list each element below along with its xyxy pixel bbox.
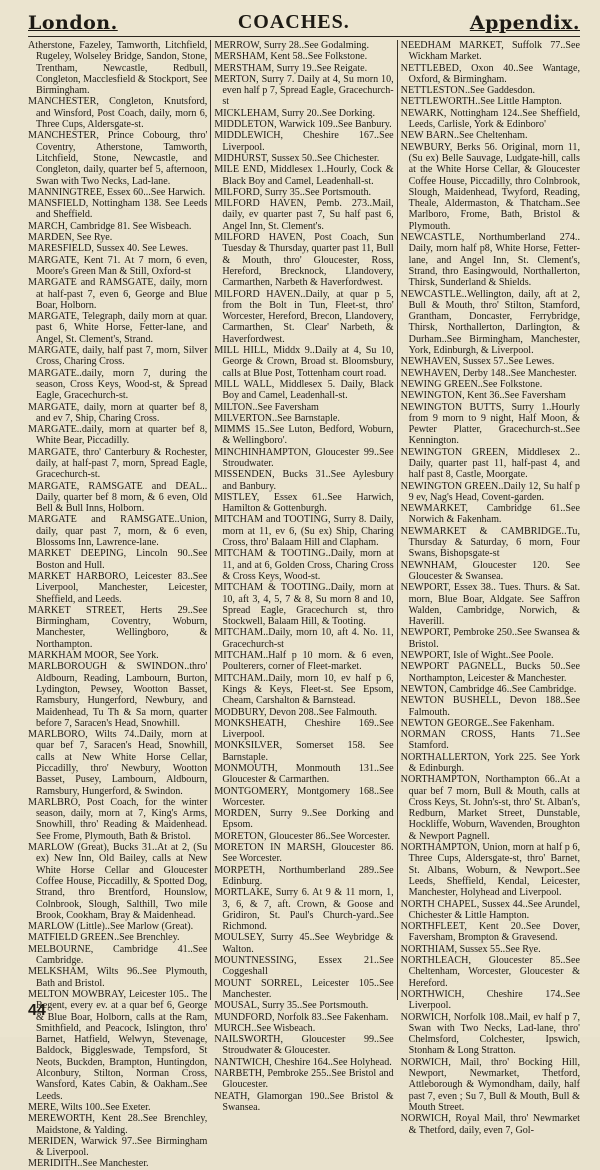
directory-entry: NETTLEWORTH..See Little Hampton. [400, 96, 562, 108]
directory-entry: NORWICH, Royal Mail, thro' Newmarket & Thetford, daily, even 7, Gol- [400, 1113, 580, 1136]
directory-entry: MELBOURNE, Cambridge 41..See Cambridge. [28, 943, 208, 967]
directory-entry: NEW BARN..See Cheltenham. [400, 130, 528, 142]
directory-entry: MILL WALL, Middlesex 5. Daily, Black Boy and Camel, Leadenhall-st. [214, 378, 394, 402]
directory-entry: MORETON, Gloucester 86..See Worcester. [214, 830, 391, 842]
directory-entry: MARKET DEEPING, Lincoln 90..See Boston and Hull. [28, 548, 208, 571]
directory-entry: NEWBURY, Berks 56. Original, morn 11, (Su ex) Belle Sauvage, Ludgate-hill, calls at the White Horse Cellar, & Gloucester Coffee House, Piccadilly, thro Colnbrook, Slough, Maidenhead, Twyford, Reading, Theale, Aldermaston, & Thatcham..See Marlboro, Frome, Bath, Bristol & Plymouth. [400, 141, 580, 232]
directory-entry: MERIDITH..See Manchester. [28, 1158, 149, 1170]
text-columns [28, 40, 580, 1170]
directory-entry: MILE END, Middlesex 1..Hourly, Cock & Black Boy and Camel, Leadenhall-st. [214, 164, 394, 187]
directory-entry: NANTWICH, Cheshire 164..See Holyhead. [214, 1056, 392, 1068]
directory-entry: MARLBOROUGH & SWINDON..thro' Aldbourn, Reading, Lambourn, Burton, Lydington, Pewsey, Wootton Basset, Ramsbury, Hungerford, Newbury, and Maidenhead, Tu Th & Sa morn, quarter before 7, Saracen's Head, Snowhill. [28, 661, 208, 729]
directory-entry: MITCHAM..Daily, morn 10, ev half p 6, Kings & Keys, Fleet-st. See Epsom, Cheam, Carshalton & Barnstead. [214, 672, 394, 707]
directory-entry: NEATH, Glamorgan 190..See Bristol & Swansea. [214, 1090, 394, 1113]
directory-entry: NEWINGTON, Kent 36..See Faversham [400, 390, 566, 402]
directory-entry: NARBETH, Pembroke 255..See Bristol and Gloucester. [214, 1068, 394, 1091]
directory-entry: MILFORD HAVEN, Post Coach, Sun Tuesday & Thursday, quarter past 11, Bull & Mouth, thro' Gloucester, Ross, Hereford, Brecknock, Llandovery, Carmarthen, Narbeth & Haverfordwest. [214, 232, 394, 289]
directory-entry: MANCHESTER, Congleton, Knutsford, and Winsford, Post Coach, daily, morn 6, Three Cups, Aldersgate-st. [28, 96, 208, 131]
directory-entry: MORETON IN MARSH, Gloucester 86. See Worcester. [214, 842, 394, 865]
directory-entry: MONKSILVER, Somerset 158. See Barnstaple. [214, 740, 394, 763]
directory-entry: NORTHLEACH, Gloucester 85..See Cheltenham, Worcester, Gloucester & Hereford. [400, 955, 580, 989]
directory-entry: MIDDLEWICH, Cheshire 167..See Liverpool. [214, 130, 394, 153]
directory-entry: MARLOW (Great), Bucks 31..At at 2, (Su ex) New Inn, Old Bailey, calls at New White Horse Cellar and Gloucester Coffee House, Piccadilly, & Spotted Dog, Strand, thro Brentford, Hounslow, Colnbrook, Slough, Salthill, Two mile Brook, Cookham, Bray & Maidenhead. [28, 842, 208, 921]
directory-entry: MIDDLETON, Warwick 109..See Banbury. [214, 119, 392, 131]
directory-entry: NEWINGTON BUTTS, Surry 1..Hourly from 9 morn to 9 night, Half Moon, & Pewter Platter, Gracechurch-st..See Kennington. [400, 401, 580, 447]
directory-entry: MILL HILL, Middx 9..Daily at 4, Su 10, George & Crown, Broad st. Bloomsbury, calls at Blue Post, Tottenham court road. [214, 345, 394, 379]
directory-entry: MURCH..See Wisbeach. [214, 1022, 316, 1034]
directory-entry: MONKSHEATH, Cheshire 169..See Liverpool. [214, 717, 394, 741]
directory-entry: MORDEN, Surry 9..See Dorking and Epsom. [214, 808, 394, 831]
directory-entry: MIMMS 15..See Luton, Bedford, Woburn, & Wellingboro'. [214, 424, 394, 447]
directory-entry: MILFORD HAVEN..Daily, at quar p 5, from the Bolt in Tun, Fleet-st, thro' Worcester, Hereford, Brecon, Llandovery, Carmarthen, St. Clear' Narbeth, & Haverfordwest. [214, 288, 394, 345]
directory-entry: MEREWORTH, Kent 28..See Brenchley, Maidstone, & Yalding. [28, 1113, 208, 1136]
directory-entry: MARCH, Cambridge 81. See Wisbeach. [28, 220, 192, 232]
directory-entry: MARESFIELD, Sussex 40. See Lewes. [28, 243, 189, 255]
column-3 [397, 40, 580, 1136]
directory-entry: MANSFIELD, Nottingham 138. See Leeds and Sheffield. [28, 198, 208, 221]
directory-entry: MERROW, Surry 28..See Godalming. [214, 40, 370, 51]
directory-entry: NORTHFLEET, Kent 20..See Dover, Faversham, Brompton & Gravesend. [400, 921, 580, 944]
directory-entry: MARLOW (Little)..See Marlow (Great). [28, 921, 194, 933]
directory-entry: NEWCASTLE..Wellington, daily, aft at 2, Bull & Mouth, thro' Stilton, Stamford, Grantham, Doncaster, Ferrybridge, Thirsk, Northallerton, Darlington, & Durham..See Birmingham, Manchester, York, Edinburgh, & Liverpool. [400, 288, 580, 357]
directory-entry: MOUNT SORREL, Leicester 105..See Manchester. [214, 977, 394, 1000]
directory-entry: MITCHAM & TOOTING..Daily, morn at 11, and at 6, Golden Cross, Charing Cross & Cross Keys, Wood-st. [214, 548, 394, 582]
directory-entry: MONMOUTH, Monmouth 131..See Gloucester & Carmarthen. [214, 763, 394, 786]
directory-entry: MATFIELD GREEN..See Brenchley. [28, 932, 180, 944]
directory-entry: NEWPORT PAGNELL, Bucks 50..See Northampton, Leicester & Manchester. [400, 661, 580, 684]
directory-entry: MITCHAM..Daily, morn 10, aft 4. No. 11, Gracechurch-st [214, 627, 394, 650]
directory-entry: MERSHAM, Kent 58..See Folkstone. [214, 51, 368, 63]
directory-entry: NEWINGTON GREEN, Middlesex 2.. Daily, quarter past 11, half-past 4, and half past 8, Castle, Moorgate. [400, 446, 580, 481]
directory-entry: NORTHAMPTON, Northampton 66..At a quar bef 7 morn, Bull & Mouth, calls at Cross Keys, St. John's-st, thro' St. Alban's, Redburn, Market Street, Dunstable, Hockliffe, Woburn, Wavenden, Broughton & Newport Pagnell. [400, 774, 580, 842]
directory-entry: MITCHAM..Half p 10 morn. & 6 even, Poulterers, corner of Fleet-market. [214, 650, 394, 673]
directory-entry: MARGATE..daily, morn at quarter bef 8, White Bear, Piccadilly. [28, 424, 208, 447]
directory-entry: NEWTON GEORGE..See Fakenham. [400, 717, 555, 729]
directory-entry: NETTLEBED, Oxon 40..See Wantage, Oxford, & Birmingham. [400, 62, 580, 85]
directory-entry: MARGATE, RAMSGATE and DEAL.. Daily, quarter bef 8 morn, & 6 even, Old Bell & Bull Inns, Holborn. [28, 480, 208, 515]
directory-entry: MERTON, Surry 7. Daily at 4, Su morn 10, even half p 7, Spread Eagle, Gracechurch-st [214, 73, 394, 108]
directory-entry: MIDHURST, Sussex 50..See Chichester. [214, 152, 380, 164]
directory-entry: NEWARK, Nottingham 124..See Sheffield, Leeds, Carlisle, York & Edinboro' [400, 107, 580, 131]
directory-entry: NEWHAVEN, Sussex 57..See Lewes. [400, 356, 555, 368]
directory-entry: MARGATE and RAMSGATE, daily, morn at half-past 7, even 6, George and Blue Boar, Holborn. [28, 277, 208, 311]
directory-entry: MARGATE, Kent 71. At 7 morn, 6 even, Moore's Green Man & Still, Oxford-st [28, 254, 208, 277]
directory-entry: MONTGOMERY, Montgomery 168..See Worcester. [214, 785, 394, 808]
directory-entry: MUNDFORD, Norfolk 83..See Fakenham. [214, 1011, 389, 1023]
header-title: COACHES. [237, 11, 350, 33]
directory-entry: NORTHIAM, Sussex 55..See Rye. [400, 943, 541, 955]
directory-entry: NEWPORT, Isle of Wight..See Poole. [400, 650, 554, 662]
directory-entry: MITCHAM and TOOTING, Surry 8. Daily, morn at 11, ev 6, (Su ex) Ship, Charing Cross, thro' Balaam Hill and Clapham. [214, 514, 394, 549]
directory-entry: NEWMARKET, Cambridge 61..See Norwich & Fakenham. [400, 503, 580, 526]
directory-entry: NAILSWORTH, Gloucester 99..See Stroudwater & Gloucester. [214, 1034, 394, 1057]
directory-entry: NORTH CHAPEL, Sussex 44..See Arundel, Chichester & Little Hampton. [400, 898, 580, 921]
page-header [28, 6, 580, 34]
directory-entry: NEWPORT, Essex 38.. Tues. Thurs. & Sat. morn, Blue Boar, Aldgate. See Saffron Walden, Cambridge, Norwich, & Haverill. [400, 582, 580, 628]
directory-entry: MISSENDEN, Bucks 31..See Aylesbury and Banbury. [214, 469, 394, 492]
directory-entry: NORTHAMPTON, Union, morn at half p 6, Three Cups, Aldersgate-st, thro' Barnet, St. Albans, Woburn, & Newport..See Leeds, Sheffield, Kendal, Leicester, Manchester, Holyhead and Liverpool. [400, 842, 580, 899]
directory-entry: NORTHALLERTON, York 225. See York & Edinburgh. [400, 751, 580, 774]
directory-entry: MILTON..See Faversham [214, 401, 319, 413]
directory-entry: MOUSAL, Surry 35..See Portsmouth. [214, 1000, 369, 1012]
directory-entry: MODBURY, Devon 208..See Falmouth. [214, 706, 378, 718]
directory-entry: NORWICH, Norfolk 108..Mail, ev half p 7, Swan with Two Necks, Lad-lane, thro' Chelmsford, Colchester, Ipswich, Stonham & Long Stratton. [400, 1011, 580, 1057]
directory-entry: MISTLEY, Essex 61..See Harwich, Hamilton & Gottenburgh. [214, 491, 394, 515]
directory-entry: MARLBRO, Post Coach, for the winter season, daily, morn at 7, King's Arms, Snowhill, thro' Reading & Maidenhead. See Frome, Plymouth, Bath & Bristol. [28, 796, 208, 842]
directory-entry: MERE, Wilts 100..See Exeter. [28, 1101, 151, 1113]
directory-entry: MELTON MOWBRAY, Leicester 105.. The Regent, every ev. at a quar bef 6, George & Blue Boar, Holborn, calls at the Ram, Smithfield, and Peacock, Islington, thro' Barnet, Hatfield, Welwyn, Stevenage, Baldock, Biggleswade, Tempsford, St Neots, Buckden, Brampton, Huntingdon, Alconbury, Stilton, Norman Cross, Wansford, Kates Cabin, & Oakham..See Leeds. [28, 988, 208, 1102]
directory-entry: MANCHESTER, Prince Cobourg, thro' Coventry, Atherstone, Tamworth, Litchfield, Stone, Newcastle, and Congleton, daily, quarter bef 5, afternoon, Swan with Two Necks, Lad-lane. [28, 130, 208, 187]
directory-entry: MANNINGTREE, Essex 60...See Harwich. [28, 186, 206, 198]
directory-entry: NEWPORT, Pembroke 250..See Swansea & Bristol. [400, 627, 580, 650]
header-left: London. [28, 12, 118, 34]
directory-entry: MARGATE, daily, morn at quarter bef 8, and ev 7, Ship, Charing Cross. [28, 401, 208, 424]
directory-entry: MORTLAKE, Surry 6. At 9 & 11 morn, 1, 3, 6, & 7, aft. Crown, & Goose and Gridiron, St. Paul's Church-yard..See Richmond. [214, 887, 394, 933]
directory-entry: MARGATE, Telegraph, daily morn at quar. past 6, White Horse, Fetter-lane, and Angel, St. Clement's, Strand. [28, 311, 208, 345]
directory-entry: MARKET HARBORO, Leicester 83..See Liverpool, Manchester, Leicester, Sheffield, and Leeds. [28, 570, 208, 605]
directory-entry: MINCHINHAMPTON, Gloucester 99..See Stroudwater. [214, 446, 394, 469]
directory-entry: MILVERTON..See Barnstaple. [214, 412, 340, 424]
directory-entry: NEWTON BUSHELL, Devon 188..See Falmouth. [400, 695, 580, 718]
directory-entry: MARGATE..daily, morn 7, during the season, Cross Keys, Wood-st, & Spread Eagle, Gracechurch-st. [28, 367, 208, 402]
directory-entry: MERIDEN, Warwick 97..See Birmingham & Liverpool. [28, 1135, 208, 1159]
directory-entry: MILFORD, Surry 35..See Portsmouth. [214, 186, 372, 198]
directory-entry: NEWING GREEN..See Folkstone. [400, 378, 543, 390]
directory-entry: MARKHAM MOOR, See York. [28, 650, 159, 662]
directory-entry: NEWINGTON GREEN..Daily 12, Su half p 9 ev, Nag's Head, Covent-garden. [400, 480, 580, 503]
directory-entry: MILFORD HAVEN, Pemb. 273..Mail, daily, ev quarter past 7, Su half past 6, Angel Inn, St. Clement's. [214, 198, 394, 232]
directory-entry: NEWHAVEN, Derby 148..See Manchester. [400, 367, 577, 379]
header-rule [28, 36, 580, 37]
directory-entry: MARGATE and RAMSGATE..Union, daily, quar past 7, morn, & 6 even, Blossoms Inn, Lawrence-lane. [28, 514, 208, 549]
directory-entry: MARGATE, daily, half past 7, morn, Silver Cross, Charing Cross. [28, 345, 208, 368]
directory-entry: NEWTON, Cambridge 46..See Cambridge. [400, 683, 577, 695]
directory-entry: NORTHWICH, Cheshire 174..See Liverpool. [400, 988, 580, 1012]
directory-entry: NEWNHAM, Gloucester 120. See Gloucester & Swansea. [400, 559, 580, 582]
directory-entry: MOULSEY, Surry 45..See Weybridge & Walton. [214, 932, 394, 955]
page-number: 44 [28, 1002, 46, 1019]
column-2 [210, 40, 394, 1113]
directory-entry: NEEDHAM MARKET, Suffolk 77..See Wickham Market. [400, 40, 580, 63]
directory-entry: MARLBORO, Wilts 74..Daily, morn at quar bef 7, Saracen's Head, Snowhill, calls at New White Horse Cellar, Piccadilly, thro' Newbury, Wootton Basset, Pusey, Lambourn, Aldbourn, Ramsbury, Hungerford, & Swindon. [28, 729, 208, 797]
directory-entry: MARDEN, See Rye. [28, 232, 113, 244]
directory-entry: Atherstone, Fazeley, Tamworth, Litchfield, Rugeley, Wolseley Bridge, Sandon, Stone, Trentham, Newcastle, Redbull, Congleton, Macclesfield & Stockport, See Birmingham. [28, 40, 208, 97]
directory-entry: MERSTHAM, Surry 19..See Reigate. [214, 62, 368, 74]
directory-entry: MICKLEHAM, Surry 20..See Dorking. [214, 107, 375, 119]
directory-entry: NORMAN CROSS, Hants 71..See Stamford. [400, 729, 580, 752]
directory-entry: NETTLESTON..See Gaddesdon. [400, 85, 536, 97]
header-right: Appendix. [469, 12, 580, 34]
directory-entry: NEWMARKET & CAMBRIDGE..Tu, Thursday & Saturday, 6 morn, Four Swans, Bishopsgate-st [400, 525, 580, 560]
directory-entry: MARKET STREET, Herts 29..See Birmingham, Coventry, Woburn, Manchester, Wellingboro, & Northampton. [28, 604, 208, 650]
directory-entry: MOUNTNESSING, Essex 21..See Coggeshall [214, 955, 394, 978]
directory-entry: MARGATE, thro' Canterbury & Rochester, daily, at half-past 7, morn, Spread Eagle, Gracechurch-st. [28, 446, 208, 481]
directory-entry: MORPETH, Northumberland 289..See Edinburg. [214, 864, 394, 887]
directory-entry: MELKSHAM, Wilts 96..See Plymouth, Bath and Bristol. [28, 966, 208, 989]
directory-entry: NEWCASTLE, Northumberland 274.. Daily, morn half p8, White Horse, Fetter-lane, and Angel Inn, St. Clement's, Strand, thro Easingwould, Northallerton, Thirsk, Sunderland & Shields. [400, 232, 580, 289]
directory-entry: NORWICH, Mail, thro' Bocking Hill, Newport, Newmarket, Thetford, Attleborough & Wymondham, daily, half past 7, even ; Su 7, Bull & Mouth, Bull & Mouth Street. [400, 1056, 580, 1113]
directory-entry: MITCHAM & TOOTING..Daily, morn at 10, aft 3, 4, 5, 7 & 8, Su morn 8 and 10, Spread Eagle, Gracechurch st, thro Stockwell, Balaam Hill, & Tooting. [214, 582, 394, 628]
